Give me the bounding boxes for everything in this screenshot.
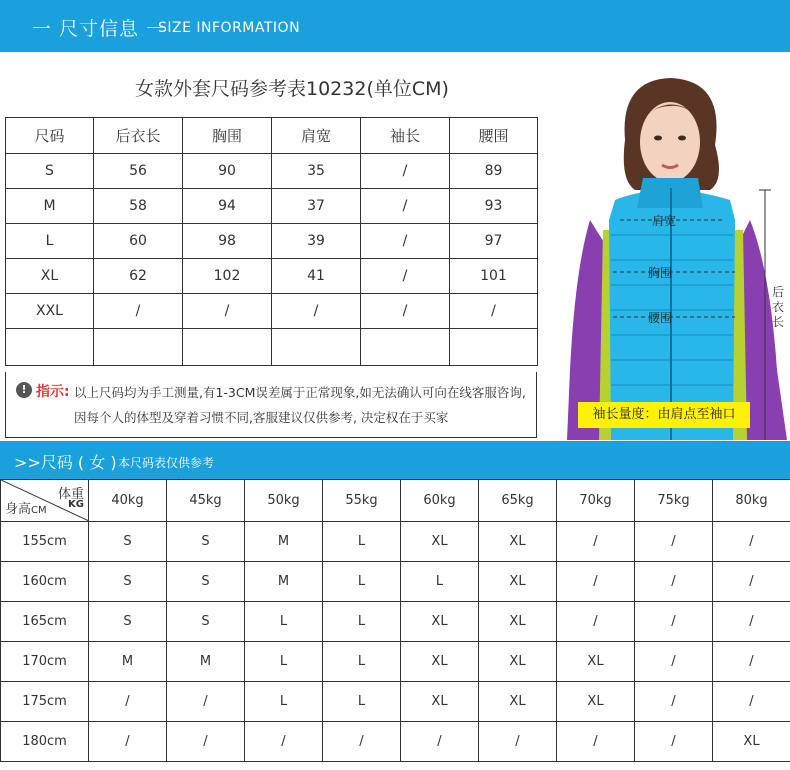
fit-cell: XL	[713, 722, 790, 762]
size-cell: /	[361, 154, 450, 189]
size-cell: /	[450, 294, 538, 329]
fit-cell: /	[557, 522, 635, 562]
fit-row	[1, 642, 790, 682]
fit-cell: /	[713, 682, 790, 722]
exclamation-icon: !	[16, 382, 32, 398]
size-cell: 90	[183, 154, 272, 189]
height-row-header: 175cm	[1, 682, 89, 722]
fit-cell: S	[167, 522, 245, 562]
note-line-2: 因每个人的体型及穿着习惯不同,客服建议仅供参考, 决定权在于买家	[74, 410, 449, 425]
size-cell: /	[361, 294, 450, 329]
fit-cell: XL	[557, 682, 635, 722]
size-cell-empty	[272, 329, 361, 366]
weight-col-header: 50kg	[245, 480, 323, 522]
fit-cell: XL	[401, 642, 479, 682]
fit-cell: L	[323, 602, 401, 642]
size-cell: XL	[6, 259, 94, 294]
fit-row	[1, 602, 790, 642]
size-cell: L	[6, 224, 94, 259]
fit-cell: /	[713, 642, 790, 682]
size-col-header: 后衣长	[94, 118, 183, 154]
fit-cell: S	[167, 562, 245, 602]
note-line-1: 以上尺码均为手工测量,有1-3CM误差属于正常现象,如无法确认可向在线客服咨询,	[74, 385, 526, 400]
height-row-header: 165cm	[1, 602, 89, 642]
weight-col-header: 45kg	[167, 480, 245, 522]
height-header: 身高CM	[5, 502, 47, 517]
fit-cell: /	[713, 522, 790, 562]
size-cell: /	[361, 259, 450, 294]
weight-col-header: 60kg	[401, 480, 479, 522]
size-cell-empty	[183, 329, 272, 366]
fit-cell: XL	[401, 682, 479, 722]
size-col-header: 尺码	[6, 118, 94, 154]
size-chart-table	[5, 117, 538, 366]
size-cell: 56	[94, 154, 183, 189]
size-cell: XXL	[6, 294, 94, 329]
fit-row	[1, 522, 790, 562]
fit-cell: L	[245, 602, 323, 642]
fit-cell: S	[89, 562, 167, 602]
shoulder-label: 肩宽	[652, 214, 677, 228]
size-cell: /	[94, 294, 183, 329]
size-cell: 93	[450, 189, 538, 224]
height-row-header: 170cm	[1, 642, 89, 682]
fit-cell: /	[557, 722, 635, 762]
fit-cell: /	[635, 682, 713, 722]
size-col-header: 肩宽	[272, 118, 361, 154]
fit-cell: L	[245, 642, 323, 682]
fit-chart-table	[0, 479, 790, 762]
fit-cell: /	[89, 682, 167, 722]
fit-cell: XL	[479, 642, 557, 682]
waist-label: 腰围	[648, 311, 673, 325]
fit-cell: /	[557, 562, 635, 602]
section-title: >>尺码 ( 女 )	[14, 453, 117, 472]
size-cell: /	[361, 224, 450, 259]
size-cell: 101	[450, 259, 538, 294]
weight-header: 体重 KG	[57, 487, 84, 510]
size-cell: 94	[183, 189, 272, 224]
section-banner	[0, 441, 790, 479]
size-cell: 39	[272, 224, 361, 259]
fit-cell: /	[713, 602, 790, 642]
weight-col-header: 55kg	[323, 480, 401, 522]
size-cell-empty	[361, 329, 450, 366]
chest-label: 胸围	[648, 266, 673, 280]
size-cell: 41	[272, 259, 361, 294]
model-illustration	[565, 70, 790, 440]
fit-row	[1, 722, 790, 762]
fit-cell: /	[635, 562, 713, 602]
fit-cell: XL	[479, 602, 557, 642]
fit-cell: L	[323, 682, 401, 722]
fit-cell: M	[89, 642, 167, 682]
size-cell: S	[6, 154, 94, 189]
size-row	[6, 294, 538, 329]
fit-cell: XL	[401, 522, 479, 562]
fit-row	[1, 562, 790, 602]
fit-cell: S	[89, 522, 167, 562]
size-cell: /	[183, 294, 272, 329]
fit-cell: XL	[479, 682, 557, 722]
size-cell: /	[361, 189, 450, 224]
fit-cell: /	[713, 562, 790, 602]
size-chart-title: 女款外套尺码参考表10232(单位CM)	[135, 78, 449, 100]
size-cell: /	[272, 294, 361, 329]
fit-row	[1, 682, 790, 722]
size-cell: 58	[94, 189, 183, 224]
fit-cell: /	[167, 722, 245, 762]
size-note	[5, 372, 537, 438]
fit-cell: /	[635, 602, 713, 642]
fit-cell: L	[323, 642, 401, 682]
size-cell-empty	[94, 329, 183, 366]
fit-cell: /	[167, 682, 245, 722]
size-cell: 98	[183, 224, 272, 259]
weight-col-header: 65kg	[479, 480, 557, 522]
fit-cell: /	[635, 722, 713, 762]
fit-cell: /	[557, 602, 635, 642]
size-cell: 62	[94, 259, 183, 294]
size-col-header: 袖长	[361, 118, 450, 154]
height-row-header: 180cm	[1, 722, 89, 762]
size-row	[6, 259, 538, 294]
height-row-header: 160cm	[1, 562, 89, 602]
size-row	[6, 154, 538, 189]
fit-cell: XL	[557, 642, 635, 682]
size-cell: M	[6, 189, 94, 224]
fit-cell: /	[323, 722, 401, 762]
fit-cell: L	[323, 522, 401, 562]
fit-cell: /	[635, 642, 713, 682]
weight-col-header: 80kg	[713, 480, 790, 522]
size-col-header: 胸围	[183, 118, 272, 154]
weight-col-header: 75kg	[635, 480, 713, 522]
fit-cell: XL	[401, 602, 479, 642]
note-label: 指示:	[36, 384, 70, 400]
size-cell: 60	[94, 224, 183, 259]
size-row	[6, 224, 538, 259]
size-row	[6, 189, 538, 224]
size-cell-empty	[6, 329, 94, 366]
section-subtitle: 本尺码表仅供参考	[118, 456, 215, 470]
size-cell: 37	[272, 189, 361, 224]
fit-cell: /	[245, 722, 323, 762]
size-cell: 102	[183, 259, 272, 294]
fit-cell: L	[323, 562, 401, 602]
size-col-header: 腰围	[450, 118, 538, 154]
fit-cell: XL	[479, 522, 557, 562]
header-title-cn: 一 尺寸信息 一	[32, 18, 167, 40]
size-cell: 89	[450, 154, 538, 189]
fit-cell: /	[401, 722, 479, 762]
size-row-blank	[6, 329, 538, 366]
fit-cell: M	[167, 642, 245, 682]
fit-cell: XL	[479, 562, 557, 602]
fit-cell: /	[635, 522, 713, 562]
fit-cell: /	[89, 722, 167, 762]
sleeve-callout: 袖长量度：由肩点至袖口	[578, 402, 750, 428]
top-banner	[0, 0, 790, 52]
size-cell-empty	[450, 329, 538, 366]
fit-cell: M	[245, 522, 323, 562]
fit-cell: M	[245, 562, 323, 602]
height-row-header: 155cm	[1, 522, 89, 562]
weight-col-header: 70kg	[557, 480, 635, 522]
fit-cell: L	[401, 562, 479, 602]
fit-cell: /	[479, 722, 557, 762]
fit-cell: S	[89, 602, 167, 642]
fit-cell: S	[167, 602, 245, 642]
weight-col-header: 40kg	[89, 480, 167, 522]
back-length-label: 后衣长	[772, 285, 785, 329]
size-cell: 35	[272, 154, 361, 189]
fit-header-corner	[1, 480, 89, 522]
size-cell: 97	[450, 224, 538, 259]
header-title-en: SIZE INFORMATION	[158, 20, 301, 36]
fit-cell: L	[245, 682, 323, 722]
